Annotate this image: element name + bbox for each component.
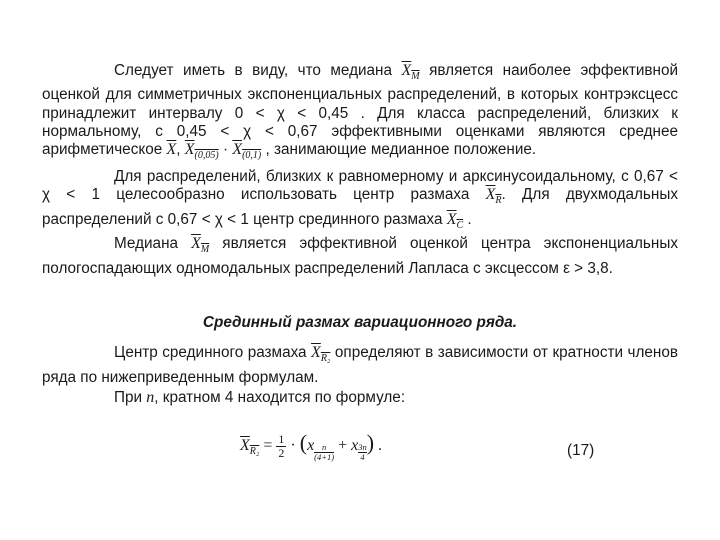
document-body [42,62,678,407]
formula-lhs: $X_{R_2}$ [240,437,260,458]
text: , занимающие медианное положение. [261,141,537,159]
range-center-symbol: $X_R$ [485,186,502,207]
text: Центр срединного размаха [114,344,312,362]
x-term-2: x [351,437,359,454]
midrange-r2-symbol: $X_{R_2}$ [311,344,331,365]
text: Для распределений, близких к равномерному и арксинусоидальному, с 0,67 < χ < 1 целесообразно использовать центр размаха [42,167,678,204]
trimmed-mean-005-symbol: $X_{(0,05)}$ [184,141,219,162]
paragraph-laplace [42,235,678,278]
x-term-1: x [307,437,315,454]
text: . Для двухмодальных распределений с 0,67 < χ < 1 центр срединного размаха [42,186,678,228]
text: является наиболее эффективной оценкой для симметричных экспоненциальных распределений, в которых контрэксцесс принадлежит интервалу 0 < χ < 0,45 . Для класса распределений, близких к нормальному, с 0,45 < χ < 0,67 эффективными оценками являются среднее арифметическое [42,62,678,159]
median-symbol: $X_M$ [191,235,210,256]
subscript-fraction-2: $\frac{3n}{4}$ [358,442,367,462]
equation-number: (17) [567,442,595,459]
n-symbol: n [146,388,155,406]
mean-symbol: $\overline{X}$ [166,141,177,159]
text: является эффективной оценкой центра экспоненциальных пологоспадающих одномодальных распределений Лапласа с эксцессом ε > 3,8. [42,235,678,277]
paragraph-uniform-arcsine: Для распределений, близких к равномерному и арксинусоидальному, с 0,67 < χ < 1 целесообразно использовать центр размаха $X_R$. Для двухмодальных распределений с 0,67 < χ < 1 центр срединного размаха $X_C$ . [42,167,678,231]
paragraph-formula-intro: При n, кратном 4 находится по формуле: [114,388,406,406]
subscript-fraction-1: $\frac{n}{(4+1)}$ [314,442,335,462]
paragraph-median-efficiency: Следует иметь в виду, что медиана $X_M$ является наиболее эффективной оценкой для симметричных экспоненциальных распределений, в которых контрэксцесс принадлежит интервалу 0 < χ < 0,45 . Для класса распределений, близких к нормальному, с 0,45 < χ < 0,67 эффективными оценками являются среднее арифметическое $\overline{X}$, $X_{(0,05)} \cdot X_{(0,1)}$ , занимающие медианное положение. [42,62,678,162]
section-heading: Срединный размах вариационного ряда. [202,313,518,331]
trimmed-mean-01-symbol: $X_{(0,1)}$ [232,141,262,162]
text: Медиана [114,235,192,253]
midrange-center-symbol: $X_C$ [446,210,464,231]
half-fraction: $\frac{1}{2}$ [278,431,285,460]
paragraph-midrange-center [42,344,678,387]
median-symbol: $X_M$ [401,62,420,83]
text: Следует иметь в виду, что медиана [114,62,402,79]
text: определяют в зависимости от кратности членов ряда по нижеприведенным формулам. [42,344,678,386]
formula-17: $X_{R_2}$ = $\frac{1}{2}$ · (x $\frac{n}{(4+1)}$ + x $\frac{3n}{4}$ ) . [240,430,383,462]
